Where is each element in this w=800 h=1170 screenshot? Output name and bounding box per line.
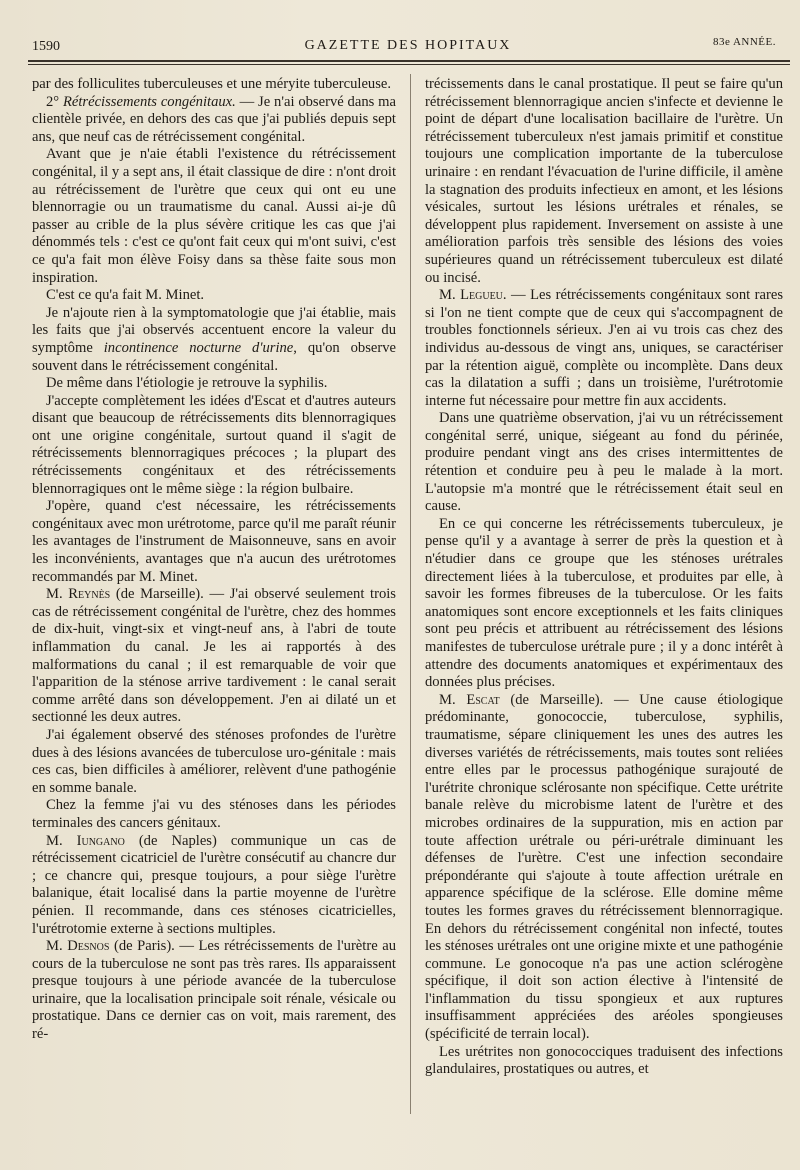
paragraph <box>425 692 783 1044</box>
speaker-name: Legueu <box>460 287 503 304</box>
paragraph-text: trécissements dans le canal prostatique. Il peut se faire qu'un rétrécissement blennorragique ancien s'infecte et devienne le point de départ d'une localisation bacillaire de l'urètre. Un rétrécissement tuberculeux n'est jamais primitif et constitue toujours une complication importante de la tuberculose urinaire : en rendant l'évacuation de l'urine difficile, il amène la stagnation des produits infectieux en amont, et les lésions vésicales, surtout les lésions urétrales et rénales, se développent plus rapidement. Inversement on assiste à une amélioration parfois très sensible des lésions des voies supérieures quand un rétrécissement tuberculeux est dilaté ou incisé. <box>425 76 783 286</box>
paragraph-text: Je n'ajoute rien à la symptomatologie que j'ai établie, mais les faits que j'ai observés accentuent encore la valeur du symptôme <box>32 304 396 356</box>
paragraph-text: J'accepte complètement les idées d'Escat et d'autres auteurs disant que beaucoup de rétrécissements dits blennorragiques ont une origine congénitale, surtout quand il s'agit de rétrécissements blennorragiques précoces ; la plupart des rétrécissements congénitaux et des rétrécissements blennorragiques ont le même siège : la région bulbaire. <box>32 392 396 497</box>
paragraph-text: (de Naples) communique un cas de rétrécissement cicatriciel de l'urètre consécutif au chancre dur ; ce chancre qui, presque toujours, a pour siège l'urètre balanique, était localisé dans la partie moyenne de l'urètre pénien. Il recommande, dans ces sténoses cicatricielles, l'urétrotomie externe à sections multiples. <box>32 832 396 937</box>
paragraph <box>32 797 396 832</box>
paragraph <box>32 94 396 147</box>
paragraph <box>425 76 783 287</box>
paragraph-text: En ce qui concerne les rétrécissements tuberculeux, je pense qu'il y a avantage à serrer de près la question et à n'étudier dans ce groupe que les sténoses urétrales directement liées à la tuberculose, et produites par elle, à savoir les formes fibreuses de la tuberculose. Or les faits anatomiques sont encore exceptionnels et les faits cliniques sont peu précis et attribuent au rétrécissement des lésions manifestes de tuberculose urétrale pure ; il y a donc intérêt à attendre des documents anatomiques et expérimentaux des données plus précises. <box>425 515 783 691</box>
paragraph <box>32 938 396 1044</box>
paragraph <box>32 375 396 393</box>
paragraph-lead: M. <box>46 832 77 849</box>
paragraph <box>32 586 396 727</box>
speaker-name: Iungano <box>76 832 125 849</box>
page-number: 1590 <box>32 39 60 54</box>
paragraph-lead: 2° <box>46 93 63 110</box>
paragraph-text: par des folliculites tuberculeuses et une méryite tuberculeuse. <box>32 76 392 92</box>
paragraph <box>32 76 396 94</box>
page-header <box>32 36 784 60</box>
paragraph-text: Les urétrites non gonococciques traduisent des infections glandulaires, prostatiques ou autres, et <box>425 1043 783 1078</box>
emphasis-text: incontinence nocturne d'urine <box>103 339 294 356</box>
paragraph-text: Dans une quatrième observation, j'ai vu un rétrécissement congénital serré, unique, siégeant au fond du périnée, produire pendant vingt ans des crises intermittentes de rétention et conduire peu à peu le malade à la mort. L'autopsie m'a montré que le rétrécissement était seul en cause. <box>425 410 783 515</box>
section-heading: Rétrécissements congénitaux. <box>62 93 236 110</box>
speaker-name: Desnos <box>67 938 110 955</box>
paragraph-lead: M. <box>439 691 467 708</box>
paragraph-text: (de Paris). — Les rétrécissements de l'urètre au cours de la tuberculose ne sont pas très rares. Ils apparaissent presque toujours à une période avancée de la tuberculose urinaire, que la localisation principale soit rénale, vésicale ou prostatique. Dans ce dernier cas on voit, mais rarement, des ré- <box>32 938 396 1043</box>
column-divider <box>410 74 411 1114</box>
speaker-name: Escat <box>466 691 500 708</box>
paragraph-text: C'est ce qu'a fait M. Minet. <box>46 287 205 304</box>
header-rule-thin <box>28 64 790 65</box>
speaker-name: Reynès <box>68 586 111 603</box>
paragraph <box>32 305 396 375</box>
paragraph-text: . — Les rétrécissements congénitaux sont rares si l'on ne tient compte que de ceux qui s'accompagnent de troubles fonctionnels sérieux. J'en ai vu trois cas chez des individus au-dessous de vingt ans, uniques, se caractériser par la rétention aiguë, complète ou incomplète. Dans deux cas la dilatation a suffi ; dans un troisième, l'urétrotomie interne fut nécessaire pour mettre fin aux accidents. <box>425 287 783 409</box>
paragraph <box>425 410 783 516</box>
paragraph-text: De même dans l'étiologie je retrouve la syphilis. <box>46 375 328 392</box>
paragraph-text: J'ai également observé des sténoses profondes de l'urètre dues à des lésions avancées de tuberculose uro-génitale : mais ces cas, bien difficiles à améliorer, relèvent d'une pathogénie en somme banale. <box>32 726 396 796</box>
paragraph <box>425 1044 783 1079</box>
paragraph <box>32 727 396 797</box>
paragraph-text: J'opère, quand c'est nécessaire, les rétrécissements congénitaux avec mon urétrotome, parce qu'il me paraît réunir les avantages de l'instrument de Maisonneuve, sans en avoir les inconvénients, avantages que n'a aucun des urétrotomes recommandés par M. Minet. <box>32 498 396 585</box>
paragraph-lead: M. <box>46 938 68 955</box>
header-rule <box>28 60 790 62</box>
paragraph-lead: M. <box>439 287 461 304</box>
paragraph-text: Avant que je n'aie établi l'existence du rétrécissement congénital, il y a sept ans, il était classique de dire : n'ont droit au rétrécissement de l'urètre que ceux qui ont eu une blennorragie ou un traumatisme du canal. Aussi ai-je dû passer au crible de la plus sévère critique les cas que j'ai dénommés tels : c'est ce qu'ont fait ceux qui m'ont suivi, c'est ce qu'a fait mon élève Foisy dans sa thèse faite sous mon inspiration. <box>32 146 396 286</box>
paragraph-text: (de Marseille). — Une cause étiologique prédominante, gonococcie, tuberculose, syphilis, traumatisme, sépare cliniquement les unes des autres les diverses variétés de rétrécissements, mais toutes sont reliées entre elles par le processus pathogénique surajouté de l'urétrite chronique sclérosante non spécifique. Cette urétrite banale relève du microbisme latent de l'urètre et des microbes ordinaires de la suppuration, mis en action par toute affection urétrale ou péri-urétrale diminuant les défenses de l'urètre. C'est une infection secondaire prépondérante qui s'ajoute à toute affection urétrale en apparence spécifique de la sclérose. Elle domine même toutes les formes graves du rétrécissement blennorragique. En dehors du rétrécissement congénital non infecté, toutes les sténoses urétrales ont une origine mixte et une pathogénie commune. Le gonocoque n'a pas une action sclérogène spécifique, il doit son action élective à l'intensité de l'inflammation du tissu spongieux et aux ruptures insuffisamment appréciées des aréoles spongieuses (spécificité de terrain local). <box>425 691 783 1043</box>
left-column <box>32 76 396 1044</box>
paragraph <box>32 146 396 287</box>
paragraph <box>32 498 396 586</box>
paragraph <box>32 393 396 499</box>
journal-title: GAZETTE DES HOPITAUX <box>304 38 512 53</box>
paragraph-lead: M. <box>46 586 69 603</box>
paragraph <box>32 287 396 305</box>
paragraph-text: , qu'on observe souvent dans le rétrécissement congénital. <box>32 339 396 374</box>
paragraph-text: Chez la femme j'ai vu des sténoses dans les périodes terminales des cancers génitaux. <box>32 797 396 831</box>
paragraph-text: — Je n'ai observé dans ma clientèle privée, en dehors des cas que j'ai publiés depuis sept ans, que neuf cas de rétrécissement congénital. <box>32 93 396 145</box>
paragraph-text: (de Marseille). — J'ai observé seulement trois cas de rétrécissement congénital de l'urètre, chez des hommes de dix-huit, vingt-six et vingt-neuf ans, à l'abri de toute inflammation du canal. Je les ai rapportés à des malformations du canal ; il est remarquable de voir que l'apparition de la sténose arrive tardivement : le canal serait comme arrêté dans son développement. J'en ai dilaté un et sectionné les deux autres. <box>32 586 396 726</box>
paragraph <box>425 287 783 410</box>
paragraph <box>32 833 396 939</box>
year-label: 83e ANNÉE. <box>712 36 776 48</box>
paragraph <box>425 516 783 692</box>
right-column <box>425 76 783 1079</box>
